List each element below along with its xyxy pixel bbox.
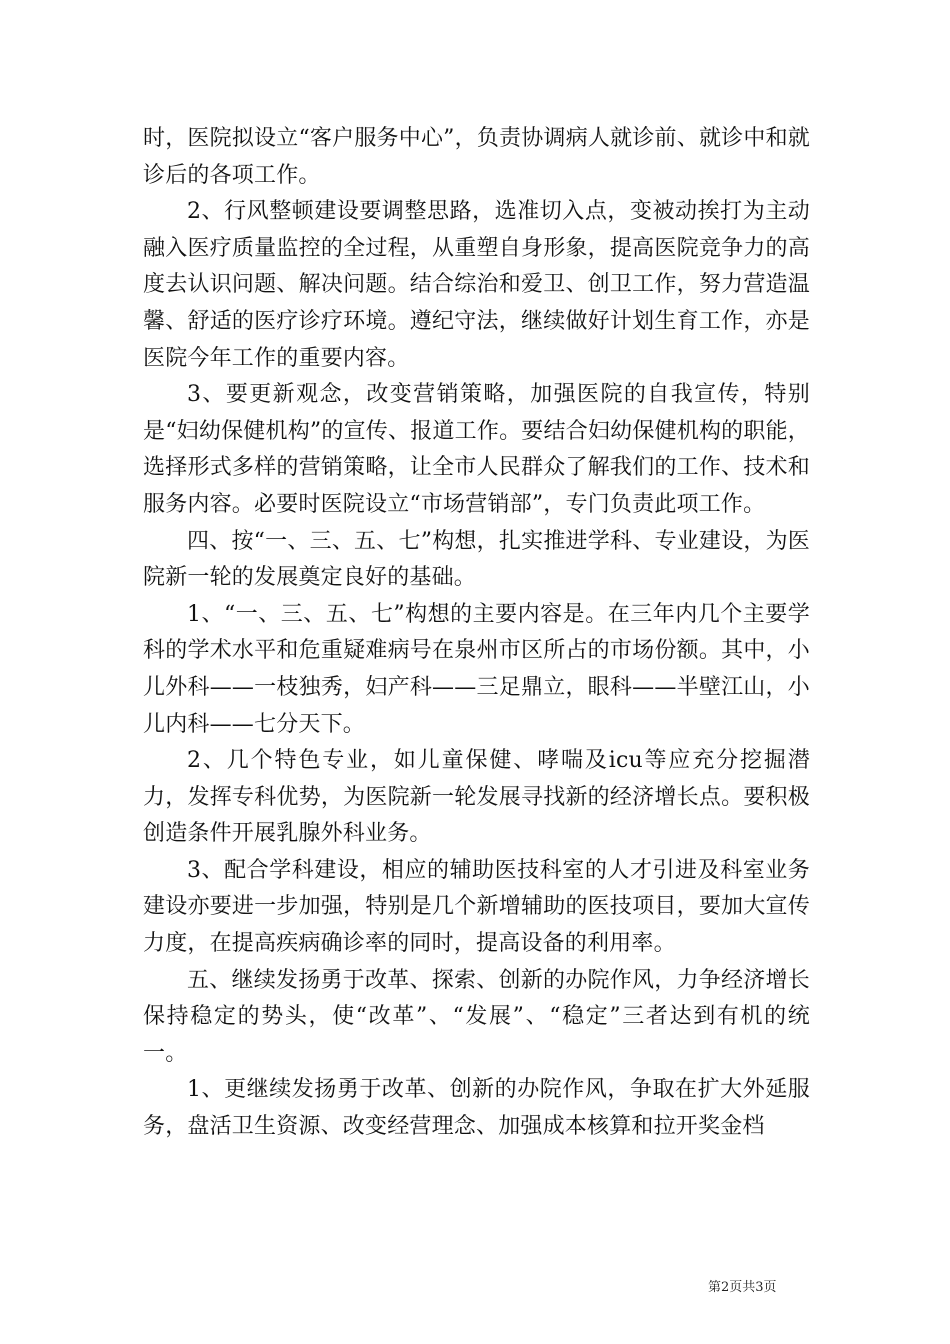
paragraph-4: 四、按“一、三、五、七”构想，扎实推进学科、专业建设，为医院新一轮的发展奠定良好的基础。	[143, 528, 810, 591]
paragraph-5: 1、“一、三、五、七”构想的主要内容是。在三年内几个主要学科的学术水平和危重疑难病号在泉州市区所占的市场份额。其中，小儿外科——一枝独秀，妇产科——三足鼎立，眼科——半壁江山，小儿内科——七分天下。	[143, 601, 810, 737]
paragraph-8: 五、继续发扬勇于改革、探索、创新的办院作风，力争经济增长保持稳定的势头，使“改革”、“发展”、“稳定”三者达到有机的统一。	[143, 967, 810, 1066]
page-number: 第2页共3页	[708, 1280, 777, 1295]
paragraph-6: 2、几个特色专业，如儿童保健、哮喘及icu等应充分挖掘潜力，发挥专科优势，为医院新一轮发展寻找新的经济增长点。要积极创造条件开展乳腺外科业务。	[143, 748, 810, 847]
document-body	[143, 121, 810, 1146]
paragraph-3: 3、要更新观念，改变营销策略，加强医院的自我宣传，特别是“妇幼保健机构”的宣传、报道工作。要结合妇幼保健机构的职能，选择形式多样的营销策略，让全市人民群众了解我们的工作、技术和服务内容。必要时医院设立“市场营销部”，专门负责此项工作。	[143, 382, 810, 517]
paragraph-9: 1、更继续发扬勇于改革、创新的办院作风，争取在扩大外延服务，盘活卫生资源、改变经营理念、加强成本核算和拉开奖金档	[143, 1077, 810, 1140]
paragraph-1: 时，医院拟设立“客户服务中心”，负责协调病人就诊前、就诊中和就诊后的各项工作。	[143, 126, 810, 188]
paragraph-2: 2、行风整顿建设要调整思路，选准切入点，变被动挨打为主动融入医疗质量监控的全过程，从重塑自身形象，提高医院竞争力的高度去认识问题、解决问题。结合综治和爱卫、创卫工作，努力营造温馨、舒适的医疗诊疗环境。遵纪守法，继续做好计划生育工作，亦是医院今年工作的重要内容。	[143, 199, 810, 371]
paragraph-7: 3、配合学科建设，相应的辅助医技科室的人才引进及科室业务建设亦要进一步加强，特别是几个新增辅助的医技项目，要加大宣传力度，在提高疾病确诊率的同时，提高设备的利用率。	[143, 857, 810, 957]
